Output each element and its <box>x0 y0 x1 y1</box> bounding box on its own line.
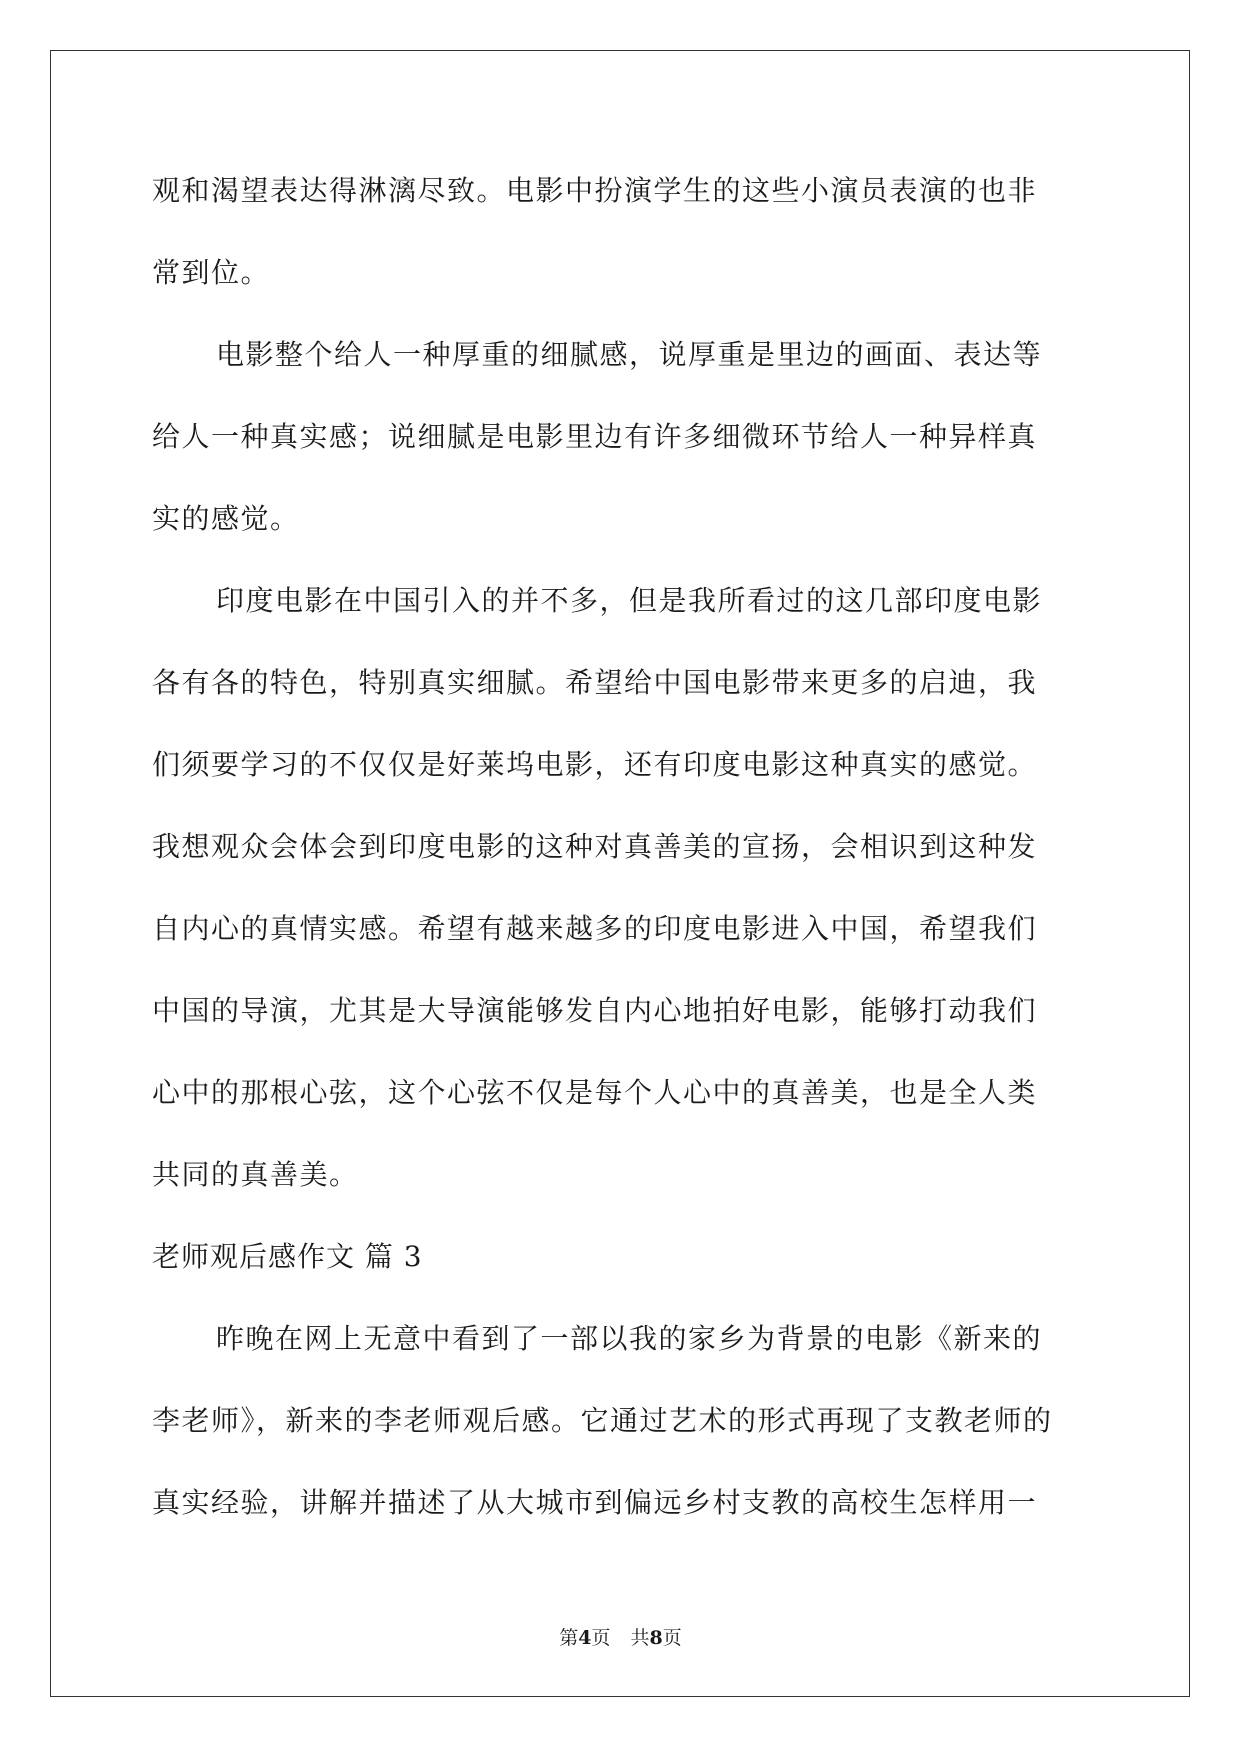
text-line: 李老师》，新来的李老师观后感。它通过艺术的形式再现了支教老师的 <box>152 1404 1053 1437</box>
footer-total-suffix: 页 <box>662 1627 682 1649</box>
footer-page-suffix: 页 <box>591 1627 611 1649</box>
text-line: 共同的真善美。 <box>152 1158 359 1191</box>
text-line: 观和渴望表达得淋漓尽致。电影中扮演学生的这些小演员表演的也非 <box>152 174 1038 207</box>
section-heading: 老师观后感作文 篇 3 <box>152 1240 423 1273</box>
total-pages-number: 8 <box>649 1627 663 1649</box>
text-line: 们须要学习的不仅仅是好莱坞电影，还有印度电影这种真实的感觉。 <box>152 748 1038 781</box>
footer-prefix: 第 <box>559 1627 579 1649</box>
text-line: 电影整个给人一种厚重的细腻感，说厚重是里边的画面、表达等 <box>216 338 1043 371</box>
document-body <box>152 150 1092 1544</box>
page-footer <box>0 1625 1241 1651</box>
footer-total-prefix: 共 <box>630 1627 650 1649</box>
text-line: 真实经验，讲解并描述了从大城市到偏远乡村支教的高校生怎样用一 <box>152 1486 1038 1519</box>
text-line: 印度电影在中国引入的并不多，但是我所看过的这几部印度电影 <box>216 584 1043 617</box>
text-line: 自内心的真情实感。希望有越来越多的印度电影进入中国，希望我们 <box>152 912 1038 945</box>
text-line: 中国的导演，尤其是大导演能够发自内心地拍好电影，能够打动我们 <box>152 994 1038 1027</box>
current-page-number: 4 <box>578 1627 592 1649</box>
text-line: 实的感觉。 <box>152 502 300 535</box>
text-line: 各有各的特色，特别真实细腻。希望给中国电影带来更多的启迪，我 <box>152 666 1038 699</box>
text-line: 常到位。 <box>152 256 271 289</box>
text-line: 心中的那根心弦，这个心弦不仅是每个人心中的真善美，也是全人类 <box>152 1076 1038 1109</box>
text-line: 给人一种真实感；说细腻是电影里边有许多细微环节给人一种异样真 <box>152 420 1038 453</box>
text-line: 昨晚在网上无意中看到了一部以我的家乡为背景的电影《新来的 <box>216 1322 1043 1355</box>
text-line: 我想观众会体会到印度电影的这种对真善美的宣扬，会相识到这种发 <box>152 830 1038 863</box>
